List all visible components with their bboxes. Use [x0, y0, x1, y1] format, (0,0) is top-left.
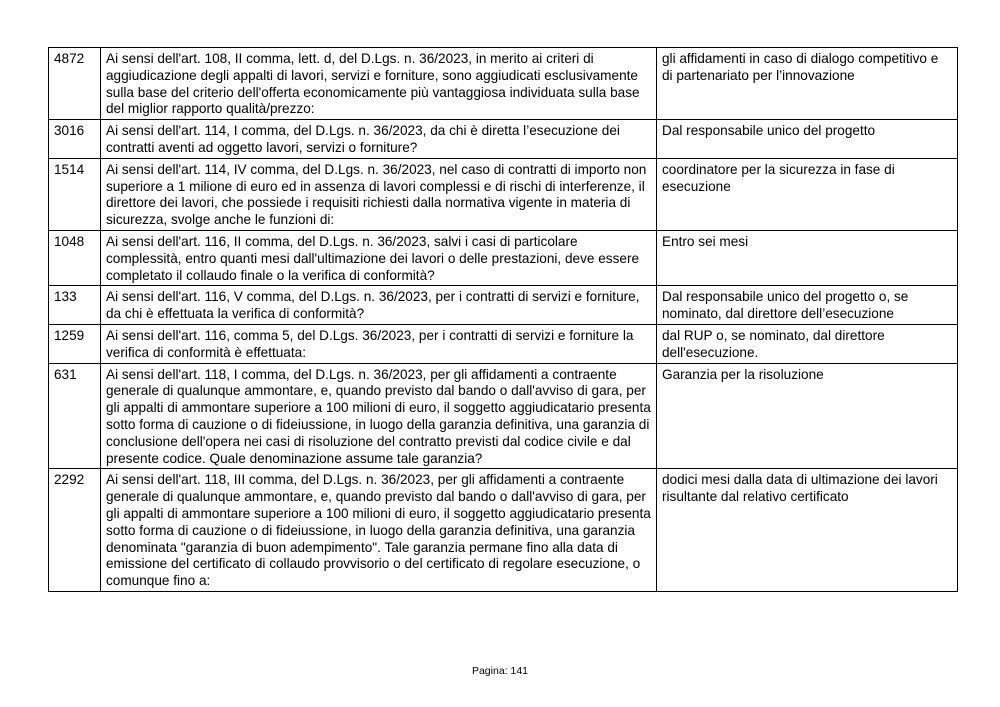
question-id: 2292: [49, 469, 101, 592]
question-id: 4872: [49, 48, 101, 120]
table-row: [49, 363, 958, 469]
table-row: [49, 158, 958, 230]
question-text: Ai sensi dell'art. 116, II comma, del D.Lgs. n. 36/2023, salvi i casi di particolare complessità, entro quanti mesi dall'ultimazione dei lavori o delle prestazioni, deve essere completato il collaudo finale o la verifica di conformità?: [101, 230, 657, 285]
question-text: Ai sensi dell'art. 114, I comma, del D.Lgs. n. 36/2023, da chi è diretta l’esecuzione dei contratti aventi ad oggetto lavori, servizi o forniture?: [101, 120, 657, 159]
table-row: [49, 48, 958, 120]
question-id: 1514: [49, 158, 101, 230]
question-text: Ai sensi dell'art. 118, III comma, del D.Lgs. n. 36/2023, per gli affidamenti a contraente generale di qualunque ammontare, e, quando previsto dal bando o dall'avviso di gara, per gli appalti di ammontare superiore a 100 milioni di euro, il soggetto aggiudicatario presenta sotto forma di cauzione o di fideiussione, in luogo della garanzia definitiva, una garanzia denominata "garanzia di buon adempimento". Tale garanzia permane fino alla data di emissione del certificato di collaudo provvisorio o del certificato di regolare esecuzione, o comunque fino a:: [101, 469, 657, 592]
answer-text: dal RUP o, se nominato, dal direttore dell'esecuzione.: [657, 324, 958, 363]
table-row: [49, 120, 958, 159]
table-row: [49, 469, 958, 592]
question-text: Ai sensi dell'art. 114, IV comma, del D.Lgs. n. 36/2023, nel caso di contratti di importo non superiore a 1 milione di euro ed in assenza di lavori complessi e di rischi di interferenze, il direttore dei lavori, che possiede i requisiti richiesti dalla normativa vigente in materia di sicurezza, svolge anche le funzioni di:: [101, 158, 657, 230]
questions-table: [48, 47, 958, 592]
question-id: 3016: [49, 120, 101, 159]
table-row: [49, 230, 958, 285]
answer-text: gli affidamenti in caso di dialogo competitivo e di partenariato per l’innovazione: [657, 48, 958, 120]
answer-text: Dal responsabile unico del progetto: [657, 120, 958, 159]
answer-text: Garanzia per la risoluzione: [657, 363, 958, 469]
answer-text: coordinatore per la sicurezza in fase di esecuzione: [657, 158, 958, 230]
question-text: Ai sensi dell'art. 116, comma 5, del D.Lgs. 36/2023, per i contratti di servizi e forniture la verifica di conformità è effettuata:: [101, 324, 657, 363]
question-id: 1259: [49, 324, 101, 363]
question-id: 631: [49, 363, 101, 469]
question-text: Ai sensi dell'art. 116, V comma, del D.Lgs. n. 36/2023, per i contratti di servizi e forniture, da chi è effettuata la verifica di conformità?: [101, 286, 657, 325]
question-text: Ai sensi dell'art. 118, I comma, del D.Lgs. n. 36/2023, per gli affidamenti a contraente generale di qualunque ammontare, e, quando previsto dal bando o dall'avviso di gara, per gli appalti di ammontare superiore a 100 milioni di euro, il soggetto aggiudicatario presenta sotto forma di cauzione o di fideiussione, in luogo della garanzia definitiva, una garanzia di conclusione dell'opera nei casi di risoluzione del contratto previsti dal codice civile e dal presente codice. Quale denominazione assume tale garanzia?: [101, 363, 657, 469]
table-row: [49, 286, 958, 325]
table-row: [49, 324, 958, 363]
question-id: 133: [49, 286, 101, 325]
answer-text: Dal responsabile unico del progetto o, se nominato, dal direttore dell’esecuzione: [657, 286, 958, 325]
answer-text: dodici mesi dalla data di ultimazione dei lavori risultante dal relativo certificato: [657, 469, 958, 592]
answer-text: Entro sei mesi: [657, 230, 958, 285]
question-text: Ai sensi dell'art. 108, II comma, lett. d, del D.Lgs. n. 36/2023, in merito ai criteri di aggiudicazione degli appalti di lavori, servizi e forniture, sono aggiudicati esclusivamente sulla base del criterio dell'offerta economicamente più vantaggiosa individuata sulla base del miglior rapporto qualità/prezzo:: [101, 48, 657, 120]
question-id: 1048: [49, 230, 101, 285]
page-number: Pagina: 141: [471, 665, 529, 677]
